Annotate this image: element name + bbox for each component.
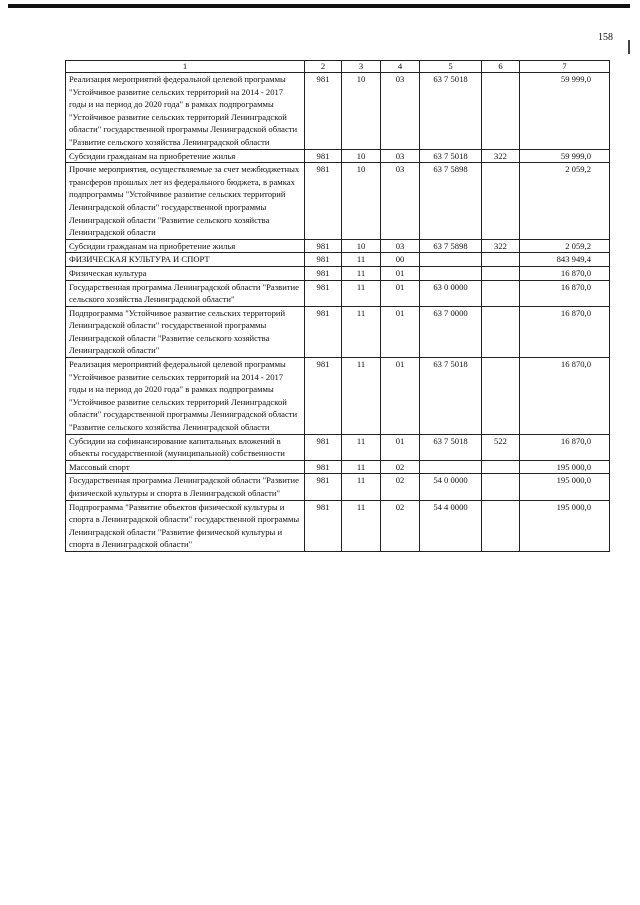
table-row <box>66 73 610 150</box>
row-ministry-code: 981 <box>305 266 342 280</box>
row-target-article: 63 7 5018 <box>420 434 482 460</box>
row-section: 11 <box>342 306 381 357</box>
row-name: Прочие мероприятия, осуществляемые за счет межбюджетных трансферов прошлых лет из федерального бюджета, в рамках подпрограммы "Устойчивое развитие сельских территорий Ленинградской области" государственной программы Ленинградской области "Развитие сельского хозяйства Ленинградской области <box>66 163 305 240</box>
row-amount: 2 059,2 <box>520 163 610 240</box>
row-ministry-code: 981 <box>305 253 342 267</box>
row-expense-type <box>482 73 520 150</box>
row-ministry-code: 981 <box>305 280 342 306</box>
row-name: Подпрограмма "Развитие объектов физической культуры и спорта в Ленинградской области" государственной программы Ленинградской области "Развитие физической культуры и спорта в Ленинградской области" <box>66 500 305 551</box>
page-number: 158 <box>598 32 613 43</box>
header-col-1: 1 <box>66 61 305 73</box>
row-expense-type <box>482 253 520 267</box>
scan-edge-mark <box>628 40 630 54</box>
row-target-article: 63 7 0000 <box>420 306 482 357</box>
row-ministry-code: 981 <box>305 239 342 253</box>
row-subsection: 01 <box>381 266 420 280</box>
row-name: Государственная программа Ленинградской области "Развитие физической культуры и спорта в Ленинградской области" <box>66 474 305 500</box>
row-ministry-code: 981 <box>305 149 342 163</box>
header-col-5: 5 <box>420 61 482 73</box>
row-ministry-code: 981 <box>305 460 342 474</box>
table-row <box>66 253 610 267</box>
row-expense-type: 522 <box>482 434 520 460</box>
row-expense-type <box>482 306 520 357</box>
table-row <box>66 474 610 500</box>
row-amount: 16 870,0 <box>520 434 610 460</box>
table-row <box>66 306 610 357</box>
row-name: Субсидии на софинансирование капитальных вложений в объекты государственной (муниципальной) собственности <box>66 434 305 460</box>
row-amount: 16 870,0 <box>520 358 610 435</box>
header-col-2: 2 <box>305 61 342 73</box>
row-subsection: 00 <box>381 253 420 267</box>
table-row <box>66 460 610 474</box>
header-col-4: 4 <box>381 61 420 73</box>
row-subsection: 02 <box>381 500 420 551</box>
row-target-article <box>420 266 482 280</box>
row-target-article <box>420 460 482 474</box>
row-expense-type <box>482 500 520 551</box>
row-name: Реализация мероприятий федеральной целевой программы "Устойчивое развитие сельских территорий на 2014 - 2017 годы и на период до 2020 года" в рамках подпрограммы "Устойчивое развитие сельских территорий Ленинградской области" государственной программы Ленинградской области "Развитие сельского хозяйства Ленинградской области <box>66 73 305 150</box>
row-section: 11 <box>342 280 381 306</box>
header-col-6: 6 <box>482 61 520 73</box>
row-ministry-code: 981 <box>305 474 342 500</box>
table-row <box>66 280 610 306</box>
header-col-7: 7 <box>520 61 610 73</box>
row-subsection: 01 <box>381 434 420 460</box>
row-section: 11 <box>342 358 381 435</box>
header-col-3: 3 <box>342 61 381 73</box>
row-target-article: 63 7 5018 <box>420 73 482 150</box>
row-expense-type <box>482 266 520 280</box>
row-section: 11 <box>342 266 381 280</box>
row-section: 11 <box>342 474 381 500</box>
row-amount: 195 000,0 <box>520 500 610 551</box>
row-amount: 195 000,0 <box>520 474 610 500</box>
row-ministry-code: 981 <box>305 163 342 240</box>
row-ministry-code: 981 <box>305 73 342 150</box>
row-target-article: 63 7 5898 <box>420 163 482 240</box>
row-subsection: 01 <box>381 358 420 435</box>
row-amount: 16 870,0 <box>520 266 610 280</box>
row-target-article: 54 0 0000 <box>420 474 482 500</box>
row-name: Государственная программа Ленинградской области "Развитие сельского хозяйства Ленинградской области" <box>66 280 305 306</box>
table-row <box>66 358 610 435</box>
budget-table <box>65 60 610 552</box>
table-header-row <box>66 61 610 73</box>
row-ministry-code: 981 <box>305 358 342 435</box>
row-name: Массовый спорт <box>66 460 305 474</box>
table-row <box>66 266 610 280</box>
table-row <box>66 163 610 240</box>
row-section: 10 <box>342 239 381 253</box>
row-section: 11 <box>342 500 381 551</box>
row-subsection: 03 <box>381 73 420 150</box>
row-amount: 195 000,0 <box>520 460 610 474</box>
row-section: 11 <box>342 253 381 267</box>
row-amount: 59 999,0 <box>520 73 610 150</box>
row-expense-type <box>482 280 520 306</box>
row-ministry-code: 981 <box>305 306 342 357</box>
row-subsection: 01 <box>381 306 420 357</box>
row-subsection: 02 <box>381 474 420 500</box>
row-target-article: 63 7 5018 <box>420 358 482 435</box>
row-expense-type <box>482 460 520 474</box>
row-expense-type <box>482 474 520 500</box>
scan-top-border <box>8 4 630 8</box>
row-subsection: 01 <box>381 280 420 306</box>
row-name: Субсидии гражданам на приобретение жилья <box>66 239 305 253</box>
row-target-article: 54 4 0000 <box>420 500 482 551</box>
row-subsection: 03 <box>381 239 420 253</box>
row-section: 10 <box>342 73 381 150</box>
row-expense-type <box>482 358 520 435</box>
row-expense-type: 322 <box>482 149 520 163</box>
row-amount: 59 999,0 <box>520 149 610 163</box>
table-row <box>66 149 610 163</box>
row-subsection: 03 <box>381 149 420 163</box>
row-name: Подпрограмма "Устойчивое развитие сельских территорий Ленинградской области" государственной программы Ленинградской области "Развитие сельского хозяйства Ленинградской области" <box>66 306 305 357</box>
row-ministry-code: 981 <box>305 500 342 551</box>
row-subsection: 03 <box>381 163 420 240</box>
row-ministry-code: 981 <box>305 434 342 460</box>
table-row <box>66 500 610 551</box>
table-row <box>66 434 610 460</box>
row-target-article <box>420 253 482 267</box>
row-name: Субсидии гражданам на приобретение жилья <box>66 149 305 163</box>
table-row <box>66 239 610 253</box>
row-section: 10 <box>342 163 381 240</box>
row-amount: 2 059,2 <box>520 239 610 253</box>
row-name: Физическая культура <box>66 266 305 280</box>
row-amount: 843 949,4 <box>520 253 610 267</box>
row-target-article: 63 7 5018 <box>420 149 482 163</box>
row-target-article: 63 0 0000 <box>420 280 482 306</box>
row-amount: 16 870,0 <box>520 280 610 306</box>
row-target-article: 63 7 5898 <box>420 239 482 253</box>
row-section: 11 <box>342 460 381 474</box>
row-name: ФИЗИЧЕСКАЯ КУЛЬТУРА И СПОРТ <box>66 253 305 267</box>
row-section: 11 <box>342 434 381 460</box>
row-section: 10 <box>342 149 381 163</box>
row-name: Реализация мероприятий федеральной целевой программы "Устойчивое развитие сельских территорий на 2014 - 2017 годы и на период до 2020 года" в рамках подпрограммы "Устойчивое развитие сельских территорий Ленинградской области" государственной программы Ленинградской области "Развитие сельского хозяйства Ленинградской области <box>66 358 305 435</box>
row-expense-type <box>482 163 520 240</box>
row-amount: 16 870,0 <box>520 306 610 357</box>
row-subsection: 02 <box>381 460 420 474</box>
row-expense-type: 322 <box>482 239 520 253</box>
